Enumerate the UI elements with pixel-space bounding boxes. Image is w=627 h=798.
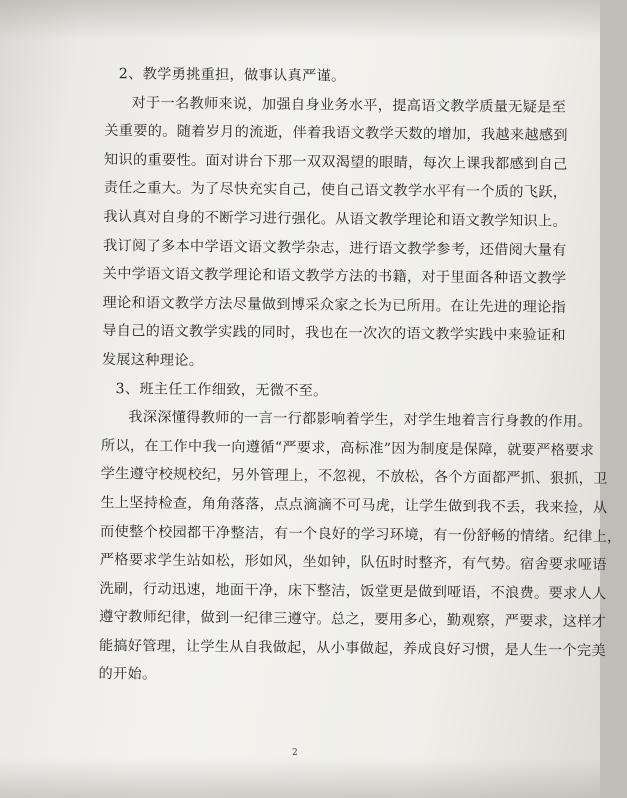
paragraph-line: 生上坚持检查，角角落落，点点滴滴不可马虎，让学生做到我不丢，我来捡，从: [100, 494, 608, 517]
paragraph-line: 发展这种理论。: [101, 351, 204, 369]
paragraph-line: 关中学语文语文教学理论和语文教学方法的书籍，对于里面各种语文教学: [102, 266, 567, 287]
paragraph-line: 对于一名教师来说，加强自身业务水平，提高语文教学质量无疑是至: [131, 94, 567, 116]
paragraph-line: 我深深懂得教师的一言一行都影响着学生，对学生地着言行身教的作用。: [128, 409, 592, 431]
paragraph-line: 遵守教师纪律，做到一纪律三遵守。总之，要用多心，勤观察，严要求，这样才: [99, 609, 607, 631]
paragraph-line: 我认真对自身的不断学习进行强化。从语文教学理论和语文教学知识上。: [103, 208, 568, 230]
body-text: [98, 60, 622, 694]
paragraph-line: 洗刷，行动迅速，地面干净，床下整洁，饭堂更是做到哑语，不浪费。要求人人: [99, 580, 607, 602]
paragraph-line: 严格要求学生站如松，形如风，坐如钟，队伍时时整齐，有气势。宿舍要求哑语: [99, 552, 607, 574]
paragraph-line: 关重要的。随着岁月的流逝，伴着我语文教学天数的增加，我越来越感到: [104, 123, 568, 145]
paragraph-line: 导自己的语文教学实践的同时，我也在一次次的语文教学实践中来验证和: [102, 323, 566, 345]
paragraph-line: 能搞好管理，让学生从自我做起，从小事做起，养成良好习惯，是人生一个完美: [98, 637, 606, 660]
paragraph-line: 所以，在工作中我一向遵循“严要求，高标准”因为制度是保障，就要严格要求: [100, 437, 595, 459]
section-heading: 2、教学勇挑重担，做事认真严谨。: [118, 66, 346, 85]
paragraph-line: 理论和语文教学方法尽量做到博采众家之长为已所用。在让先进的理论指: [102, 294, 567, 316]
paragraph-line: 知识的重要性。面对讲台下那一双双渴望的眼睛，每次上课我都感到自己: [103, 151, 568, 173]
section-heading: 3、班主任工作细致，无微不至。: [115, 380, 328, 399]
paragraph-line: 责任之重大。为了尽快充实自己，使自己语文教学水平有一个质的飞跃，: [103, 180, 568, 202]
top-shadow: [0, 0, 600, 40]
paragraph-line: 而使整个校园都干净整洁，有一个良好的学习环境，有一份舒畅的情绪。纪律上，: [99, 523, 622, 545]
paragraph-line: 的开始。: [98, 666, 157, 684]
paragraph-line: 我订阅了多本中学语文语文教学杂志，进行语文教学参考，还借阅大量有: [102, 237, 567, 259]
bottom-shadow: [0, 758, 600, 798]
paragraph-line: 学生遵守校规校纪，另外管理上，不忽视，不放松，各个方面都严抓、狠抓，卫: [100, 466, 608, 488]
page-number: 2: [292, 748, 298, 758]
